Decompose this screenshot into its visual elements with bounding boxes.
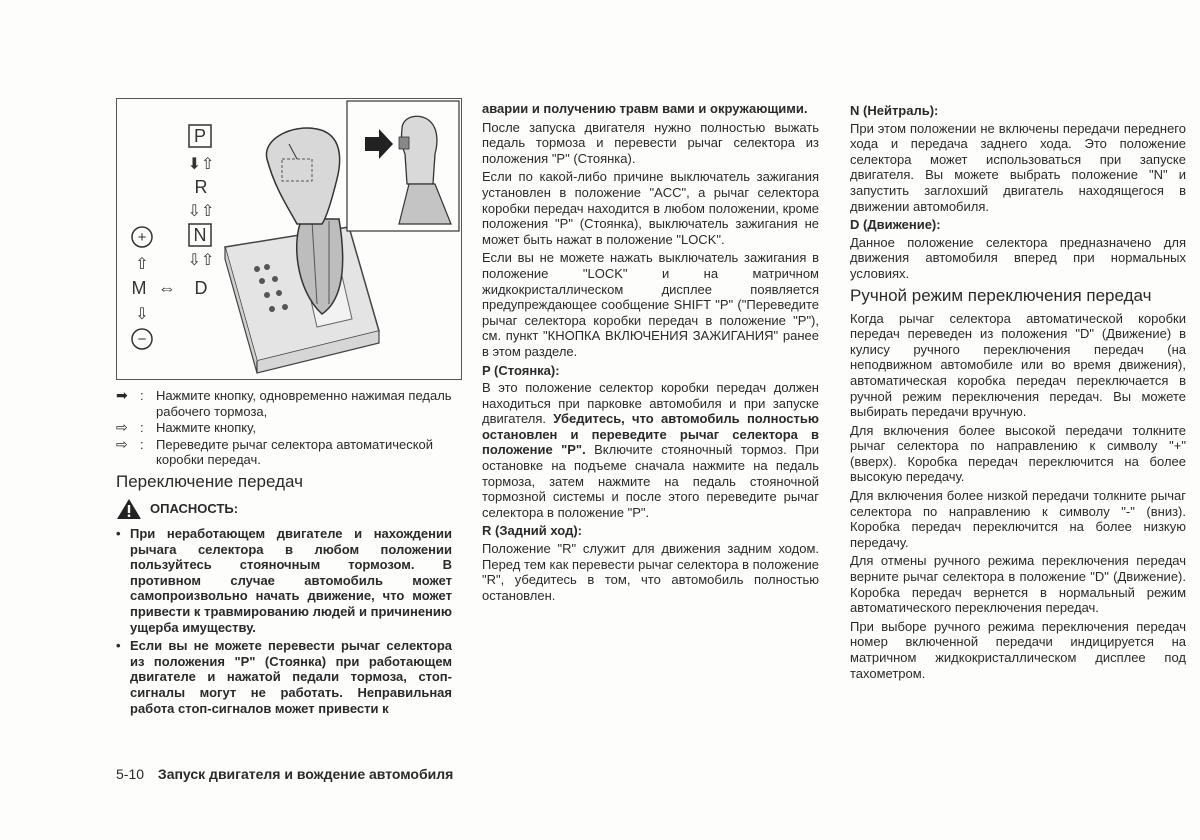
gear-d-label: D [194, 278, 208, 298]
inset-knob [401, 116, 436, 184]
paragraph: Для включения более высокой передачи толкните рычаг селектора по направлению к символу "+" (вверх). Коробка передач переключится на более высокую передачу. [850, 422, 1186, 485]
shift-pattern-figure [116, 98, 462, 380]
legend-text: Переведите рычаг селектора автоматической коробки передач. [156, 436, 434, 468]
warning-header [116, 498, 452, 520]
paragraph: Если по какой-либо причине выключатель зажигания установлен в положение "ACC", а рычаг селектора коробки передач находится в любом положении, кроме положения "P" (Стоянка), выключатель зажигания не может быть нажат в положение "LOCK". [482, 169, 819, 247]
arrow-down-up-icon: ⬇⇧ [187, 156, 215, 173]
gear-m-label: M [131, 278, 147, 298]
arrow-down-icon: ⇩ [135, 306, 149, 323]
paragraph: Если вы не можете нажать выключатель зажигания в положение "LOCK" и на матричном жидкокристаллическом дисплее появляется предупреждающее сообщение SHIFT "P" ("Переведите рычаг селектора коробки передач в положение "P"), см. пункт "КНОПКА ВКЛЮЧЕНИЯ ЗАЖИГАНИЯ" ранее в этом разделе. [482, 250, 819, 359]
paragraph: После запуска двигателя нужно полностью выжать педаль тормоза и перевести рычаг селектора из положения "P" (Стоянка). [482, 119, 819, 166]
heading-park: P (Стоянка): [482, 362, 560, 378]
paragraph: Когда рычаг селектора автоматической коробки передач переведен из положения "D" (Движение) в кулису ручного переключения передач (на неподвижном автомобиле или во время движения), автоматическая коробка передач переключается в ручной режим переключения передач. Вы можете выбирать передачи вручную. [850, 310, 1186, 420]
heading-reverse: R (Задний ход): [482, 523, 582, 539]
page-number: 5-10 [116, 766, 145, 782]
chapter-title: Запуск двигателя и вождение автомобиля [157, 766, 454, 782]
legend-row: ➡ : Нажмите кнопку, одновременно нажимая педаль рабочего тормоза, [116, 387, 452, 419]
dashed-arrow-icon: ⇨ [116, 435, 128, 452]
warning-triangle-icon [116, 498, 142, 520]
svg-text:−: − [137, 331, 147, 348]
arrow-up-icon: ⇧ [135, 256, 149, 273]
warning-bullet: • Если вы не можете перевести рычаг селектора из положения "P" (Стоянка) при работающем двигателе и нажатой педали тормоза, стоп-сигналы могут не работать. Неправильная работа стоп-сигналов может привести к [116, 638, 452, 716]
gear-r-label: R [194, 177, 208, 197]
paragraph: аварии и получению травм вами и окружающими. [482, 101, 808, 116]
column-1 [116, 388, 452, 719]
svg-text:+: + [137, 229, 147, 246]
warning-label: ОПАСНОСТЬ: [150, 501, 239, 517]
paragraph: При выборе ручного режима переключения передач номер включенной передачи индицируется на матричном жидкокристаллическом дисплее под тахометром. [850, 618, 1186, 681]
gear-p-label: P [193, 126, 207, 146]
heading-neutral: N (Нейтраль): [850, 103, 939, 118]
outline-arrow-icon: ⇨ [116, 419, 128, 436]
column-2 [482, 101, 819, 606]
paragraph: Данное положение селектора предназначено для движения автомобиля вперед при нормальных условиях. [850, 234, 1186, 281]
paragraph: Положение "R" служит для движения задним ходом. Перед тем как перевести рычаг селектора в положение "R", убедитесь в том, что автомобиль полностью остановлен. [482, 541, 819, 603]
gear-n-label: N [193, 225, 207, 245]
legend-text: Нажмите кнопку, [156, 420, 256, 436]
section-title-manual: Ручной режим переключения передач [850, 285, 1152, 305]
inset-button [399, 137, 409, 149]
section-title-shifting: Переключение передач [116, 471, 303, 491]
legend-text: Нажмите кнопку, одновременно нажимая педаль рабочего тормоза, [156, 388, 452, 419]
arrow-left-right-icon: ⇔ [158, 278, 176, 298]
shift-diagram [117, 99, 461, 379]
warning-bullet: • При неработающем двигателе и нахождении рычага селектора в любом положении пользуйтесь стояночным тормозом. В противном случае автомобиль может самопроизвольно начать движение, что может привести к травмированию людей и причинению ущерба имуществу. [116, 525, 452, 635]
column-3 [850, 101, 1186, 684]
paragraph: Для включения более низкой передачи толкните рычаг селектора по направлению к символу "-" (вниз). Коробка передач переключится на более низкую передачу. [850, 488, 1186, 550]
legend-row: ⇨ : Нажмите кнопку, [116, 420, 452, 436]
arrow-down-up-icon: ⇩⇧ [187, 252, 215, 269]
shift-knob [266, 128, 339, 224]
paragraph: В это положение селектор коробки передач должен находиться при парковке автомобиля и при запуске двигателя. Убедитесь, что автомобиль полностью остановлен и переведите рычаг селектора в положение "P". Включите стояночный тормоз. При остановке на подъеме сначала нажмите на педаль тормоза, затем нажмите на педаль стояночной тормозной системы и после этого переведите рычаг селектора в положение "P". [482, 380, 819, 520]
legend-row: ⇨ : Переведите рычаг селектора автоматической коробки передач. [116, 437, 452, 468]
paragraph: При этом положении не включены передачи переднего хода и передача заднего хода. Это положение селектора может использоваться при запуске двигателя. Вы можете выбрать положение "N" и запустить заглохший двигатель находящегося в движении автомобиля. [850, 120, 1186, 214]
heading-drive: D (Движение): [850, 217, 941, 233]
arrow-down-up-icon: ⇩⇧ [187, 203, 215, 220]
paragraph: Для отмены ручного режима переключения передач верните рычаг селектора в положение "D" (Движение). Коробка передач вернется в нормальный режим автоматического переключения передач. [850, 553, 1186, 616]
solid-arrow-icon: ➡ [116, 387, 128, 403]
page-footer [116, 766, 453, 782]
